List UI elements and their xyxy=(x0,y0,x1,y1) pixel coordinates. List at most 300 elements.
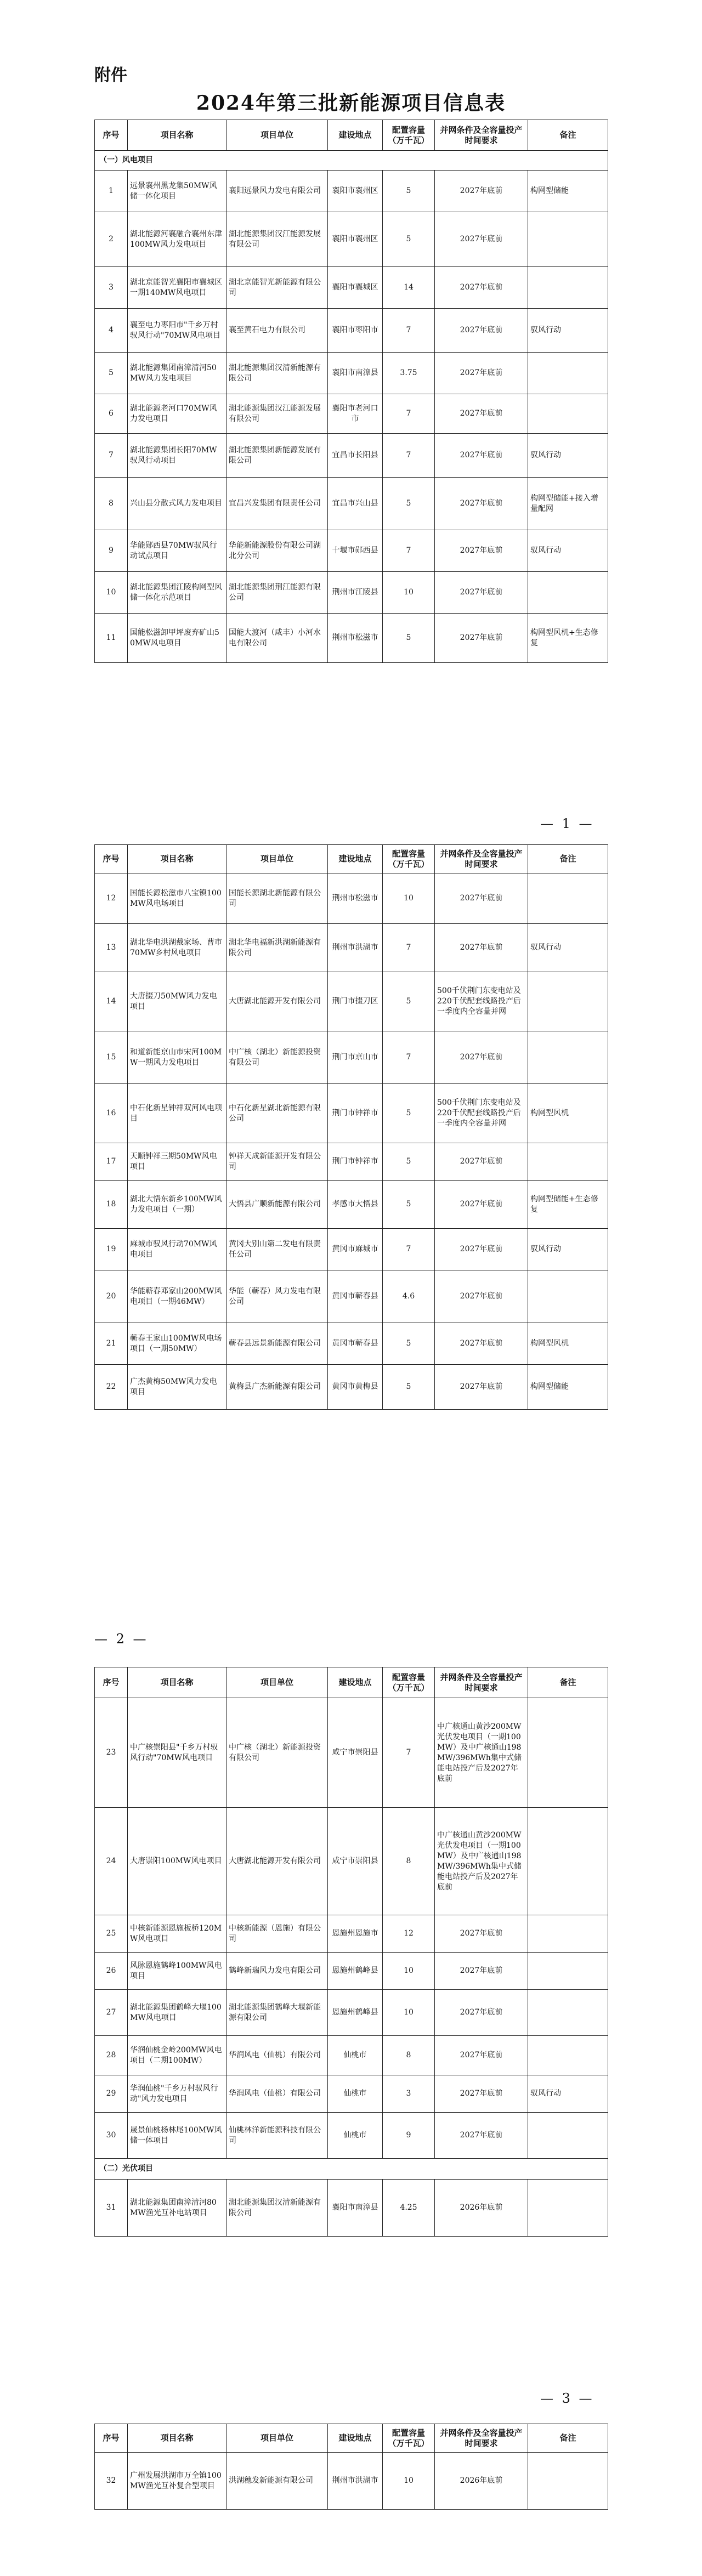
cell-note xyxy=(528,1031,608,1084)
project-table-page-3 xyxy=(94,1667,608,2237)
cell-name: 湖北能源集团南漳清河80MW渔光互补电站项目 xyxy=(128,2180,227,2237)
cell-unit: 蕲春县远景新能源有限公司 xyxy=(227,1323,328,1365)
column-header-name: 项目名称 xyxy=(128,2424,227,2453)
cell-no: 23 xyxy=(95,1698,128,1808)
cell-no: 13 xyxy=(95,924,128,972)
cell-unit: 湖北能源集团荆江能源有限公司 xyxy=(227,572,328,614)
table-row xyxy=(95,2113,608,2159)
cell-cond: 2026年底前 xyxy=(435,2453,528,2510)
cell-note: 构网型储能 xyxy=(528,1365,608,1410)
cell-loc: 襄阳市襄州区 xyxy=(328,212,383,267)
cell-unit: 黄梅县广杰新能源有限公司 xyxy=(227,1365,328,1410)
column-header-note: 备注 xyxy=(528,2424,608,2453)
column-header-name: 项目名称 xyxy=(128,845,227,873)
column-header-no: 序号 xyxy=(95,2424,128,2453)
cell-unit: 宜昌兴发集团有限责任公司 xyxy=(227,478,328,530)
cell-unit: 鹤峰新瑞风力发电有限公司 xyxy=(227,1953,328,1990)
table-row xyxy=(95,2180,608,2237)
cell-note: 构网型储能 xyxy=(528,171,608,212)
cell-loc: 荆州市洪湖市 xyxy=(328,2453,383,2510)
cell-unit: 中石化新星湖北新能源有限公司 xyxy=(227,1084,328,1143)
cell-unit: 襄至黄石电力有限公司 xyxy=(227,309,328,353)
column-header-unit: 项目单位 xyxy=(227,845,328,873)
cell-name: 国能松滋卸甲坪废弃矿山50MW风电项目 xyxy=(128,614,227,663)
table-row xyxy=(95,1915,608,1953)
cell-cap: 7 xyxy=(383,924,435,972)
cell-cond: 2027年底前 xyxy=(435,1270,528,1323)
cell-cond: 2027年底前 xyxy=(435,2036,528,2075)
table-row xyxy=(95,478,608,530)
cell-cap: 7 xyxy=(383,530,435,572)
cell-no: 29 xyxy=(95,2075,128,2113)
cell-no: 28 xyxy=(95,2036,128,2075)
cell-note xyxy=(528,1143,608,1181)
cell-note xyxy=(528,2180,608,2237)
cell-no: 26 xyxy=(95,1953,128,1990)
table-row xyxy=(95,614,608,663)
cell-cond: 2027年底前 xyxy=(435,1031,528,1084)
column-header-unit: 项目单位 xyxy=(227,1667,328,1698)
cell-loc: 襄阳市老河口市 xyxy=(328,394,383,434)
cell-cap: 14 xyxy=(383,267,435,309)
cell-name: 大唐掇刀50MW风力发电项目 xyxy=(128,972,227,1031)
cell-cap: 4.6 xyxy=(383,1270,435,1323)
cell-cap: 10 xyxy=(383,1990,435,2036)
cell-unit: 华能新能源股份有限公司湖北分公司 xyxy=(227,530,328,572)
table-row xyxy=(95,1229,608,1270)
cell-name: 湖北华电洪湖戴家场、曹市70MW乡村风电项目 xyxy=(128,924,227,972)
cell-name: 中石化新星钟祥双河风电项目 xyxy=(128,1084,227,1143)
cell-cond: 2027年底前 xyxy=(435,353,528,394)
cell-loc: 襄阳市南漳县 xyxy=(328,2180,383,2237)
cell-loc: 荆州市洪湖市 xyxy=(328,924,383,972)
cell-unit: 湖北能源集团汉清新能源有限公司 xyxy=(227,353,328,394)
cell-name: 湖北能源集团南漳清河50MW风力发电项目 xyxy=(128,353,227,394)
project-table-page-4 xyxy=(94,2424,608,2510)
cell-loc: 十堰市郧西县 xyxy=(328,530,383,572)
column-header-unit: 项目单位 xyxy=(227,120,328,151)
cell-no: 16 xyxy=(95,1084,128,1143)
cell-no: 17 xyxy=(95,1143,128,1181)
cell-name: 广杰黄梅50MW风力发电项目 xyxy=(128,1365,227,1410)
table-row xyxy=(95,1031,608,1084)
cell-no: 24 xyxy=(95,1808,128,1915)
table-header-row xyxy=(95,2424,608,2453)
table-row xyxy=(95,1143,608,1181)
cell-no: 31 xyxy=(95,2180,128,2237)
cell-note xyxy=(528,2453,608,2510)
cell-loc: 荆州市松滋市 xyxy=(328,873,383,924)
cell-cond: 中广核通山黄沙200MW光伏发电项目（一期100MW）及中广核通山198MW/396MWh集中式储能电站投产后及2027年底前 xyxy=(435,1698,528,1808)
cell-name: 湖北大悟东新乡100MW风力发电项目（一期） xyxy=(128,1181,227,1229)
cell-unit: 洪湖穗发新能源有限公司 xyxy=(227,2453,328,2510)
cell-cap: 7 xyxy=(383,1031,435,1084)
cell-no: 1 xyxy=(95,171,128,212)
column-header-cond: 并网条件及全容量投产时间要求 xyxy=(435,1667,528,1698)
cell-cond: 2027年底前 xyxy=(435,2075,528,2113)
cell-cond: 2027年底前 xyxy=(435,924,528,972)
cell-cap: 5 xyxy=(383,171,435,212)
document-title: 2024年第三批新能源项目信息表 xyxy=(196,92,506,115)
column-header-cap: 配置容量（万千瓦） xyxy=(383,1667,435,1698)
cell-no: 9 xyxy=(95,530,128,572)
cell-loc: 荆州市江陵县 xyxy=(328,572,383,614)
cell-loc: 黄冈市蕲春县 xyxy=(328,1323,383,1365)
cell-cond: 2026年底前 xyxy=(435,2180,528,2237)
cell-no: 27 xyxy=(95,1990,128,2036)
cell-cond: 2027年底前 xyxy=(435,2113,528,2159)
cell-cap: 5 xyxy=(383,1084,435,1143)
cell-cond: 2027年底前 xyxy=(435,530,528,572)
cell-cap: 7 xyxy=(383,309,435,353)
cell-name: 湖北能源老河口70MW风力发电项目 xyxy=(128,394,227,434)
cell-unit: 华能（蕲春）风力发电有限公司 xyxy=(227,1270,328,1323)
column-header-unit: 项目单位 xyxy=(227,2424,328,2453)
cell-name: 华能蕲春邓家山200MW风电项目（一期46MW） xyxy=(128,1270,227,1323)
cell-cond: 2027年底前 xyxy=(435,478,528,530)
cell-unit: 华润风电（仙桃）有限公司 xyxy=(227,2036,328,2075)
cell-unit: 大唐湖北能源开发有限公司 xyxy=(227,972,328,1031)
cell-note: 构网型储能+接入增量配网 xyxy=(528,478,608,530)
cell-unit: 仙桃林洋新能源科技有限公司 xyxy=(227,2113,328,2159)
cell-cond: 500千伏荆门东变电站及220千伏配套线路投产后一季度内全容量并网 xyxy=(435,1084,528,1143)
column-header-note: 备注 xyxy=(528,120,608,151)
cell-name: 中广核崇阳县"千乡万村驭风行动"70MW风电项目 xyxy=(128,1698,227,1808)
page-number: — 1 — xyxy=(540,816,595,831)
column-header-loc: 建设地点 xyxy=(328,1667,383,1698)
table-row xyxy=(95,572,608,614)
cell-note xyxy=(528,1915,608,1953)
cell-no: 5 xyxy=(95,353,128,394)
column-header-cap: 配置容量（万千瓦） xyxy=(383,120,435,151)
column-header-no: 序号 xyxy=(95,120,128,151)
cell-no: 3 xyxy=(95,267,128,309)
cell-unit: 湖北能源集团新能源发展有限公司 xyxy=(227,434,328,478)
cell-name: 广州发展洪湖市万全镇100MW渔光互补复合型项目 xyxy=(128,2453,227,2510)
cell-unit: 中广核（湖北）新能源投资有限公司 xyxy=(227,1698,328,1808)
cell-unit: 襄阳远景风力发电有限公司 xyxy=(227,171,328,212)
cell-no: 30 xyxy=(95,2113,128,2159)
column-header-note: 备注 xyxy=(528,1667,608,1698)
cell-note xyxy=(528,972,608,1031)
cell-cap: 5 xyxy=(383,478,435,530)
cell-unit: 大唐湖北能源开发有限公司 xyxy=(227,1808,328,1915)
table-row xyxy=(95,1365,608,1410)
cell-loc: 荆门市钟祥市 xyxy=(328,1143,383,1181)
column-header-name: 项目名称 xyxy=(128,120,227,151)
cell-note: 驭风行动 xyxy=(528,530,608,572)
cell-note xyxy=(528,2113,608,2159)
table-row xyxy=(95,309,608,353)
cell-cap: 10 xyxy=(383,1953,435,1990)
cell-unit: 钟祥天成新能源开发有限公司 xyxy=(227,1143,328,1181)
cell-cond: 2027年底前 xyxy=(435,1953,528,1990)
cell-name: 湖北能源集团长阳70MW驭风行动项目 xyxy=(128,434,227,478)
column-header-cond: 并网条件及全容量投产时间要求 xyxy=(435,845,528,873)
column-header-loc: 建设地点 xyxy=(328,845,383,873)
cell-note: 构网型风机 xyxy=(528,1084,608,1143)
cell-loc: 宜昌市长阳县 xyxy=(328,434,383,478)
cell-no: 19 xyxy=(95,1229,128,1270)
page-number: — 2 — xyxy=(94,1631,149,1647)
cell-unit: 大悟县广顺新能源有限公司 xyxy=(227,1181,328,1229)
column-header-cap: 配置容量（万千瓦） xyxy=(383,2424,435,2453)
section-title: （一）风电项目 xyxy=(95,151,608,171)
cell-cap: 9 xyxy=(383,2113,435,2159)
cell-no: 21 xyxy=(95,1323,128,1365)
cell-note xyxy=(528,353,608,394)
cell-cond: 2027年底前 xyxy=(435,1915,528,1953)
cell-no: 8 xyxy=(95,478,128,530)
table-header-row xyxy=(95,845,608,873)
cell-no: 18 xyxy=(95,1181,128,1229)
cell-note xyxy=(528,2036,608,2075)
column-header-cap: 配置容量（万千瓦） xyxy=(383,845,435,873)
cell-note xyxy=(528,1698,608,1808)
cell-loc: 孝感市大悟县 xyxy=(328,1181,383,1229)
cell-cond: 2027年底前 xyxy=(435,1323,528,1365)
cell-loc: 仙桃市 xyxy=(328,2113,383,2159)
cell-cap: 5 xyxy=(383,972,435,1031)
cell-unit: 湖北能源集团汉清新能源有限公司 xyxy=(227,2180,328,2237)
cell-no: 14 xyxy=(95,972,128,1031)
cell-loc: 荆门市京山市 xyxy=(328,1031,383,1084)
cell-unit: 湖北京能智光新能源有限公司 xyxy=(227,267,328,309)
cell-note xyxy=(528,1270,608,1323)
cell-cap: 5 xyxy=(383,614,435,663)
cell-note xyxy=(528,572,608,614)
table-row xyxy=(95,1181,608,1229)
cell-loc: 荆州市松滋市 xyxy=(328,614,383,663)
cell-no: 20 xyxy=(95,1270,128,1323)
cell-loc: 咸宁市崇阳县 xyxy=(328,1808,383,1915)
column-header-no: 序号 xyxy=(95,1667,128,1698)
cell-cond: 2027年底前 xyxy=(435,1229,528,1270)
cell-cond: 2027年底前 xyxy=(435,572,528,614)
cell-note: 驭风行动 xyxy=(528,2075,608,2113)
cell-cond: 2027年底前 xyxy=(435,394,528,434)
cell-loc: 恩施州鹤峰县 xyxy=(328,1990,383,2036)
cell-no: 6 xyxy=(95,394,128,434)
cell-cap: 10 xyxy=(383,873,435,924)
cell-loc: 仙桃市 xyxy=(328,2036,383,2075)
cell-unit: 中核新能源（恩施）有限公司 xyxy=(227,1915,328,1953)
cell-cap: 7 xyxy=(383,1698,435,1808)
cell-cond: 2027年底前 xyxy=(435,1990,528,2036)
cell-unit: 国能长源湖北新能源有限公司 xyxy=(227,873,328,924)
table-row xyxy=(95,924,608,972)
cell-cond: 2027年底前 xyxy=(435,267,528,309)
cell-no: 10 xyxy=(95,572,128,614)
cell-cap: 5 xyxy=(383,1143,435,1181)
cell-no: 7 xyxy=(95,434,128,478)
cell-loc: 荆门市钟祥市 xyxy=(328,1084,383,1143)
cell-no: 4 xyxy=(95,309,128,353)
cell-loc: 恩施州鹤峰县 xyxy=(328,1953,383,1990)
cell-cap: 3 xyxy=(383,2075,435,2113)
table-row xyxy=(95,2036,608,2075)
cell-loc: 咸宁市崇阳县 xyxy=(328,1698,383,1808)
cell-cond: 2027年底前 xyxy=(435,1181,528,1229)
cell-note: 构网型储能+生态修复 xyxy=(528,1181,608,1229)
cell-cond: 2027年底前 xyxy=(435,309,528,353)
cell-cond: 2027年底前 xyxy=(435,434,528,478)
cell-cond: 中广核通山黄沙200MW光伏发电项目（一期100MW）及中广核通山198MW/396MWh集中式储能电站投产后及2027年底前 xyxy=(435,1808,528,1915)
cell-no: 22 xyxy=(95,1365,128,1410)
table-row xyxy=(95,353,608,394)
project-table-page-1 xyxy=(94,120,608,663)
cell-loc: 荆门市掇刀区 xyxy=(328,972,383,1031)
cell-cap: 10 xyxy=(383,2453,435,2510)
cell-cap: 7 xyxy=(383,1229,435,1270)
cell-name: 和道新能京山市宋河100MW一期风力发电项目 xyxy=(128,1031,227,1084)
column-header-note: 备注 xyxy=(528,845,608,873)
cell-cap: 7 xyxy=(383,394,435,434)
cell-loc: 襄阳市枣阳市 xyxy=(328,309,383,353)
table-row xyxy=(95,1990,608,2036)
cell-note xyxy=(528,873,608,924)
cell-cap: 5 xyxy=(383,1323,435,1365)
table-row xyxy=(95,212,608,267)
column-header-no: 序号 xyxy=(95,845,128,873)
cell-note xyxy=(528,1990,608,2036)
cell-cond: 2027年底前 xyxy=(435,171,528,212)
cell-loc: 襄阳市襄城区 xyxy=(328,267,383,309)
cell-name: 华能郧西县70MW驭风行动试点项目 xyxy=(128,530,227,572)
section-row xyxy=(95,2159,608,2180)
cell-cap: 8 xyxy=(383,2036,435,2075)
cell-cap: 7 xyxy=(383,434,435,478)
column-header-cond: 并网条件及全容量投产时间要求 xyxy=(435,120,528,151)
cell-name: 远景襄州黑龙集50MW风储一体化项目 xyxy=(128,171,227,212)
cell-loc: 仙桃市 xyxy=(328,2075,383,2113)
annex-label: 附件 xyxy=(94,66,127,85)
cell-no: 12 xyxy=(95,873,128,924)
cell-loc: 恩施州恩施市 xyxy=(328,1915,383,1953)
cell-cond: 2027年底前 xyxy=(435,212,528,267)
cell-note: 构网型风机+生态修复 xyxy=(528,614,608,663)
cell-loc: 宜昌市兴山县 xyxy=(328,478,383,530)
cell-name: 蕲春王家山100MW风电场项目（一期50MW） xyxy=(128,1323,227,1365)
cell-cap: 5 xyxy=(383,1181,435,1229)
table-row xyxy=(95,530,608,572)
column-header-name: 项目名称 xyxy=(128,1667,227,1698)
cell-unit: 湖北能源集团汉江能源发展有限公司 xyxy=(227,212,328,267)
cell-loc: 黄冈市黄梅县 xyxy=(328,1365,383,1410)
cell-note: 驭风行动 xyxy=(528,924,608,972)
cell-name: 湖北京能智光襄阳市襄城区一期140MW风电项目 xyxy=(128,267,227,309)
cell-unit: 中广核（湖北）新能源投资有限公司 xyxy=(227,1031,328,1084)
table-row xyxy=(95,1808,608,1915)
cell-unit: 华润风电（仙桃）有限公司 xyxy=(227,2075,328,2113)
column-header-cond: 并网条件及全容量投产时间要求 xyxy=(435,2424,528,2453)
cell-unit: 湖北能源集团鹤峰大堰新能源有限公司 xyxy=(227,1990,328,2036)
table-header-row xyxy=(95,120,608,151)
table-row xyxy=(95,972,608,1031)
cell-cond: 500千伏荆门东变电站及220千伏配套线路投产后一季度内全容量并网 xyxy=(435,972,528,1031)
cell-name: 大唐崇阳100MW风电项目 xyxy=(128,1808,227,1915)
table-row xyxy=(95,1698,608,1808)
cell-no: 15 xyxy=(95,1031,128,1084)
section-title: （二）光伏项目 xyxy=(95,2159,608,2180)
cell-note: 驭风行动 xyxy=(528,309,608,353)
cell-note xyxy=(528,212,608,267)
cell-name: 湖北能源集团鹤峰大堰100MW风电项目 xyxy=(128,1990,227,2036)
cell-cond: 2027年底前 xyxy=(435,614,528,663)
cell-unit: 湖北华电福新洪湖新能源有限公司 xyxy=(227,924,328,972)
cell-name: 兴山县分散式风力发电项目 xyxy=(128,478,227,530)
table-header-row xyxy=(95,1667,608,1698)
cell-no: 2 xyxy=(95,212,128,267)
page-number: — 3 — xyxy=(540,2391,595,2406)
cell-loc: 襄阳市襄州区 xyxy=(328,171,383,212)
cell-name: 湖北能源集团江陵构网型风储一体化示范项目 xyxy=(128,572,227,614)
cell-cond: 2027年底前 xyxy=(435,1365,528,1410)
cell-cond: 2027年底前 xyxy=(435,1143,528,1181)
cell-name: 晟景仙桃杨林尾100MW风储一体项目 xyxy=(128,2113,227,2159)
cell-cap: 5 xyxy=(383,1365,435,1410)
cell-name: 华润仙桃金岭200MW风电项目（二期100MW） xyxy=(128,2036,227,2075)
cell-no: 32 xyxy=(95,2453,128,2510)
cell-name: 中核新能源恩施板桥120MW风电项目 xyxy=(128,1915,227,1953)
cell-cap: 3.75 xyxy=(383,353,435,394)
cell-name: 国能长源松滋市八宝镇100MW风电场项目 xyxy=(128,873,227,924)
cell-note: 驭风行动 xyxy=(528,434,608,478)
cell-note xyxy=(528,1953,608,1990)
table-row xyxy=(95,2453,608,2510)
cell-name: 天顺钟祥三期50MW风电项目 xyxy=(128,1143,227,1181)
cell-cap: 12 xyxy=(383,1915,435,1953)
cell-cap: 8 xyxy=(383,1808,435,1915)
table-row xyxy=(95,267,608,309)
cell-cond: 2027年底前 xyxy=(435,873,528,924)
cell-unit: 黄冈大别山第二发电有限责任公司 xyxy=(227,1229,328,1270)
table-row xyxy=(95,1084,608,1143)
column-header-loc: 建设地点 xyxy=(328,120,383,151)
cell-unit: 国能大渡河（咸丰）小河水电有限公司 xyxy=(227,614,328,663)
cell-name: 风脉恩施鹤峰100MW风电项目 xyxy=(128,1953,227,1990)
cell-no: 11 xyxy=(95,614,128,663)
table-row xyxy=(95,171,608,212)
table-row xyxy=(95,873,608,924)
cell-loc: 襄阳市南漳县 xyxy=(328,353,383,394)
table-row xyxy=(95,1953,608,1990)
project-table-page-2 xyxy=(94,844,608,1410)
cell-loc: 黄冈市麻城市 xyxy=(328,1229,383,1270)
table-row xyxy=(95,1323,608,1365)
cell-name: 麻城市驭风行动70MW风电项目 xyxy=(128,1229,227,1270)
cell-no: 25 xyxy=(95,1915,128,1953)
cell-name: 襄至电力枣阳市"千乡万村驭风行动"70MW风电项目 xyxy=(128,309,227,353)
table-row xyxy=(95,1270,608,1323)
cell-note xyxy=(528,1808,608,1915)
cell-name: 华润仙桃"千乡万村驭风行动"风力发电项目 xyxy=(128,2075,227,2113)
cell-cap: 5 xyxy=(383,212,435,267)
table-row xyxy=(95,2075,608,2113)
cell-cap: 4.25 xyxy=(383,2180,435,2237)
table-row xyxy=(95,394,608,434)
column-header-loc: 建设地点 xyxy=(328,2424,383,2453)
cell-note: 构网型风机 xyxy=(528,1323,608,1365)
cell-name: 湖北能源河襄融合襄州东津100MW风力发电项目 xyxy=(128,212,227,267)
cell-unit: 湖北能源集团汉江能源发展有限公司 xyxy=(227,394,328,434)
cell-cap: 10 xyxy=(383,572,435,614)
cell-note xyxy=(528,394,608,434)
cell-note: 驭风行动 xyxy=(528,1229,608,1270)
cell-note xyxy=(528,267,608,309)
cell-loc: 黄冈市蕲春县 xyxy=(328,1270,383,1323)
table-row xyxy=(95,434,608,478)
